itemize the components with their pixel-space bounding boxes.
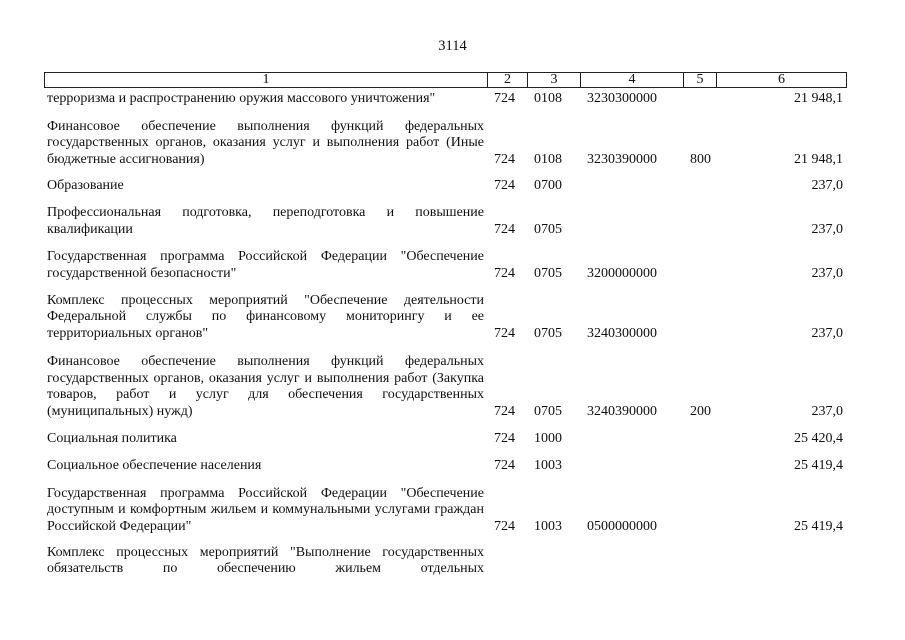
table-row bbox=[44, 431, 846, 447]
row-section-code: 0705 bbox=[534, 221, 562, 237]
row-target-code: 0500000000 bbox=[587, 518, 657, 534]
row-ministry-code: 724 bbox=[494, 221, 515, 237]
table-row bbox=[44, 205, 846, 238]
column-header-2: 2 bbox=[488, 73, 528, 88]
table-row bbox=[44, 118, 846, 168]
row-amount: 21 948,1 bbox=[794, 151, 843, 167]
table-row bbox=[44, 249, 846, 282]
row-section-code: 1000 bbox=[534, 430, 562, 446]
row-amount: 237,0 bbox=[811, 177, 843, 193]
row-amount: 237,0 bbox=[811, 265, 843, 281]
row-name: Комплекс процессных мероприятий "Обеспечение деятельности Федеральной службы по финансовому мониторингу и ее территориальных органов" bbox=[47, 292, 484, 341]
row-amount: 237,0 bbox=[811, 325, 843, 341]
row-target-code: 3230300000 bbox=[587, 90, 657, 106]
row-ministry-code: 724 bbox=[494, 90, 515, 106]
row-name: Профессиональная подготовка, переподготовка и повышение квалификации bbox=[47, 205, 484, 237]
row-name: Финансовое обеспечение выполнения функций федеральных государственных органов, оказания услуг и выполнения работ (Иные бюджетные ассигнования) bbox=[47, 118, 484, 167]
row-amount: 25 419,4 bbox=[794, 518, 843, 534]
row-ministry-code: 724 bbox=[494, 430, 515, 446]
row-target-code: 3240300000 bbox=[587, 325, 657, 341]
column-header-6: 6 bbox=[717, 73, 847, 88]
table-row bbox=[44, 458, 846, 474]
row-section-code: 1003 bbox=[534, 518, 562, 534]
column-header-1: 1 bbox=[45, 73, 488, 88]
row-ministry-code: 724 bbox=[494, 518, 515, 534]
column-header-4: 4 bbox=[581, 73, 684, 88]
row-target-code: 3230390000 bbox=[587, 151, 657, 167]
row-section-code: 0108 bbox=[534, 90, 562, 106]
table-row bbox=[44, 545, 846, 578]
row-name: Государственная программа Российской Федерации "Обеспечение доступным и комфортным жильем и коммунальными услугами граждан Российской Федерации" bbox=[47, 485, 484, 534]
table-row bbox=[44, 178, 846, 194]
row-name: Финансовое обеспечение выполнения функций федеральных государственных органов, оказания услуг и выполнения работ (Закупка товаров, работ и услуг для обеспечения государственных (муниципальных) нужд) bbox=[47, 354, 484, 419]
row-section-code: 1003 bbox=[534, 457, 562, 473]
row-expense-code: 200 bbox=[690, 403, 711, 419]
row-amount: 25 419,4 bbox=[794, 457, 843, 473]
row-amount: 25 420,4 bbox=[794, 430, 843, 446]
row-ministry-code: 724 bbox=[494, 325, 515, 341]
row-name: терроризма и распространению оружия массового уничтожения" bbox=[47, 90, 436, 106]
row-amount: 237,0 bbox=[811, 221, 843, 237]
row-ministry-code: 724 bbox=[494, 177, 515, 193]
table-row bbox=[44, 485, 846, 535]
row-section-code: 0705 bbox=[534, 325, 562, 341]
column-header-table bbox=[44, 72, 847, 88]
row-section-code: 0705 bbox=[534, 403, 562, 419]
row-ministry-code: 724 bbox=[494, 403, 515, 419]
column-header-5: 5 bbox=[684, 73, 717, 88]
row-section-code: 0700 bbox=[534, 177, 562, 193]
row-ministry-code: 724 bbox=[494, 151, 515, 167]
row-name: Социальная политика bbox=[47, 430, 177, 446]
table-row bbox=[44, 91, 846, 107]
row-amount: 21 948,1 bbox=[794, 90, 843, 106]
row-target-code: 3240390000 bbox=[587, 403, 657, 419]
column-header-3: 3 bbox=[528, 73, 581, 88]
row-name: Комплекс процессных мероприятий "Выполнение государственных обязательств по обеспечению жильем отдельных bbox=[47, 545, 484, 577]
row-name: Государственная программа Российской Федерации "Обеспечение государственной безопасности" bbox=[47, 249, 484, 281]
table-row bbox=[44, 292, 846, 342]
row-target-code: 3200000000 bbox=[587, 265, 657, 281]
row-amount: 237,0 bbox=[811, 403, 843, 419]
row-name: Образование bbox=[47, 177, 124, 193]
row-section-code: 0108 bbox=[534, 151, 562, 167]
table-row bbox=[44, 353, 846, 420]
row-ministry-code: 724 bbox=[494, 457, 515, 473]
column-header-row bbox=[45, 73, 847, 88]
page-number: 3114 bbox=[438, 38, 467, 54]
row-expense-code: 800 bbox=[690, 151, 711, 167]
row-ministry-code: 724 bbox=[494, 265, 515, 281]
row-name: Социальное обеспечение населения bbox=[47, 457, 262, 473]
row-section-code: 0705 bbox=[534, 265, 562, 281]
